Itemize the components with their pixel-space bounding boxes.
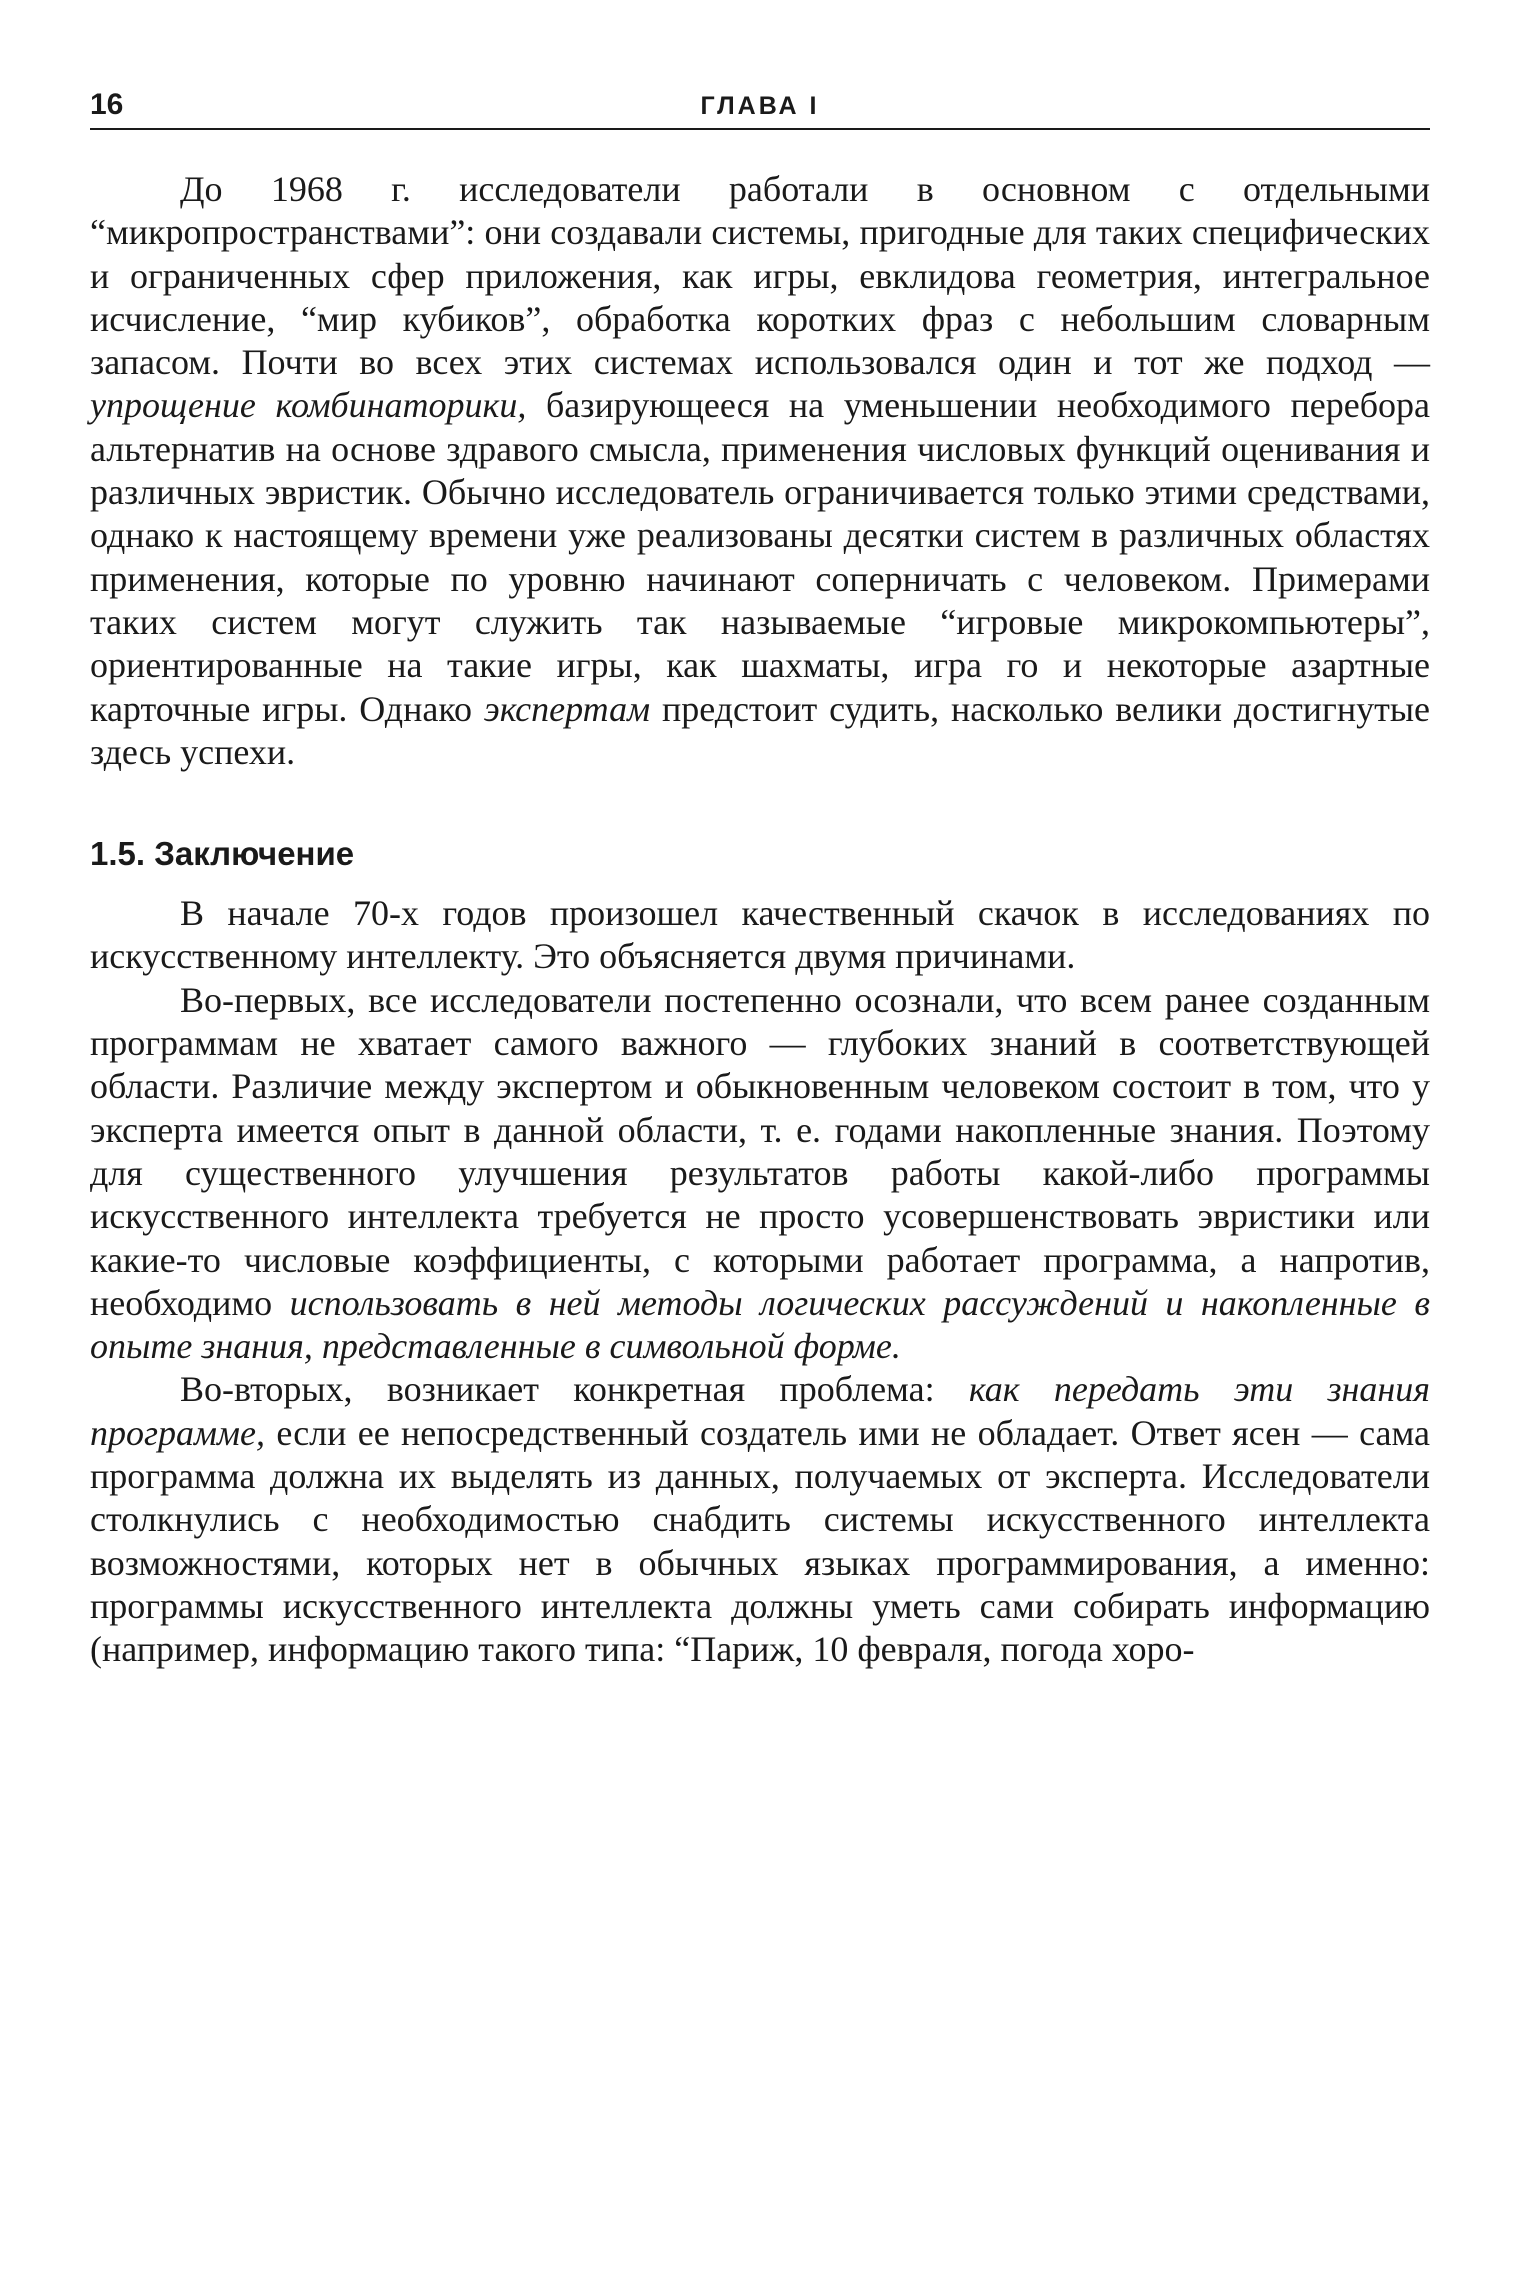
- paragraph-microspaces: [90, 168, 1430, 774]
- paragraph-text: если ее непосредственный создатель ими не обладает. Ответ ясен — сама программа должна их выделять из данных, получаемых от эксперта. Исследователи столкнулись с необходимостью снабдить системы искусственного интеллекта возможностями, которых нет в обычных языках программирования, а именно: программы искусственного интеллекта должны уметь сами собирать информацию (например, информацию такого типа: “Париж, 10 февраля, погода хоро-: [90, 1412, 1430, 1670]
- paragraph-first-reason: [90, 979, 1430, 1369]
- italic-phrase: как передать эти знания программе,: [90, 1369, 1430, 1453]
- paragraph-text: базирующееся на уменьшении необходимого перебора альтернатив на основе здравого смысла, применения числовых функций оценивания и различных эвристик. Обычно исследователь ограничивается только этими средствами, однако к настоящему времени уже реализованы десятки систем в различных областях применения, которые по уровню начинают соперничать с человеком. Примерами таких систем могут служить так называемые “игровые микрокомпьютеры”, ориентированные на такие игры, как шахматы, игра го и некоторые азартные карточные игры. Однако: [90, 385, 1430, 729]
- page-number: 16: [90, 88, 124, 121]
- italic-phrase: использовать в ней методы логических рассуждений и накопленные в опыте знания, представленные в символьной форме.: [90, 1282, 1430, 1367]
- section-heading: 1.5. Заключение: [90, 835, 355, 873]
- italic-phrase: упрощение комбинаторики,: [90, 385, 527, 426]
- running-head: ГЛАВА I: [700, 92, 820, 120]
- page-header: [90, 88, 1430, 130]
- paragraph-text: До 1968 г. исследователи работали в основном с отдельными “микропространствами”: они создавали системы, пригодные для таких специфических и ограниченных сфер приложения, как игры, евклидова геометрия, интегральное исчисление, “мир кубиков”, обработка коротких фраз с небольшим словарным запасом. Почти во всех этих системах использовался один и тот же подход —: [90, 169, 1430, 383]
- paragraph-text: предстоит судить, насколько велики достигнутые здесь успехи.: [90, 688, 1430, 772]
- italic-phrase: экспертам: [483, 688, 651, 729]
- paragraph-intro: В начале 70-х годов произошел качественный скачок в исследованиях по искусственному интеллекту. Это объясняется двумя причинами.: [90, 893, 1430, 977]
- paragraph-second-reason: [90, 1368, 1430, 1671]
- paragraph-text: Во-первых, все исследователи постепенно осознали, что всем ранее созданным программам не хватает самого важного — глубоких знаний в соответствующей области. Различие между экспертом и обыкновенным человеком состоит в том, что у эксперта имеется опыт в данной области, т. е. годами накопленные знания. Поэтому для существенного улучшения результатов работы какой-либо программы искусственного интеллекта требуется не просто усовершенствовать эвристики или какие-то числовые коэффициенты, с которыми работает программа, а напротив, необходимо: [90, 979, 1430, 1323]
- body-text: [90, 168, 1430, 1672]
- paragraph-text: Во-вторых, возникает конкретная проблема:: [180, 1369, 969, 1410]
